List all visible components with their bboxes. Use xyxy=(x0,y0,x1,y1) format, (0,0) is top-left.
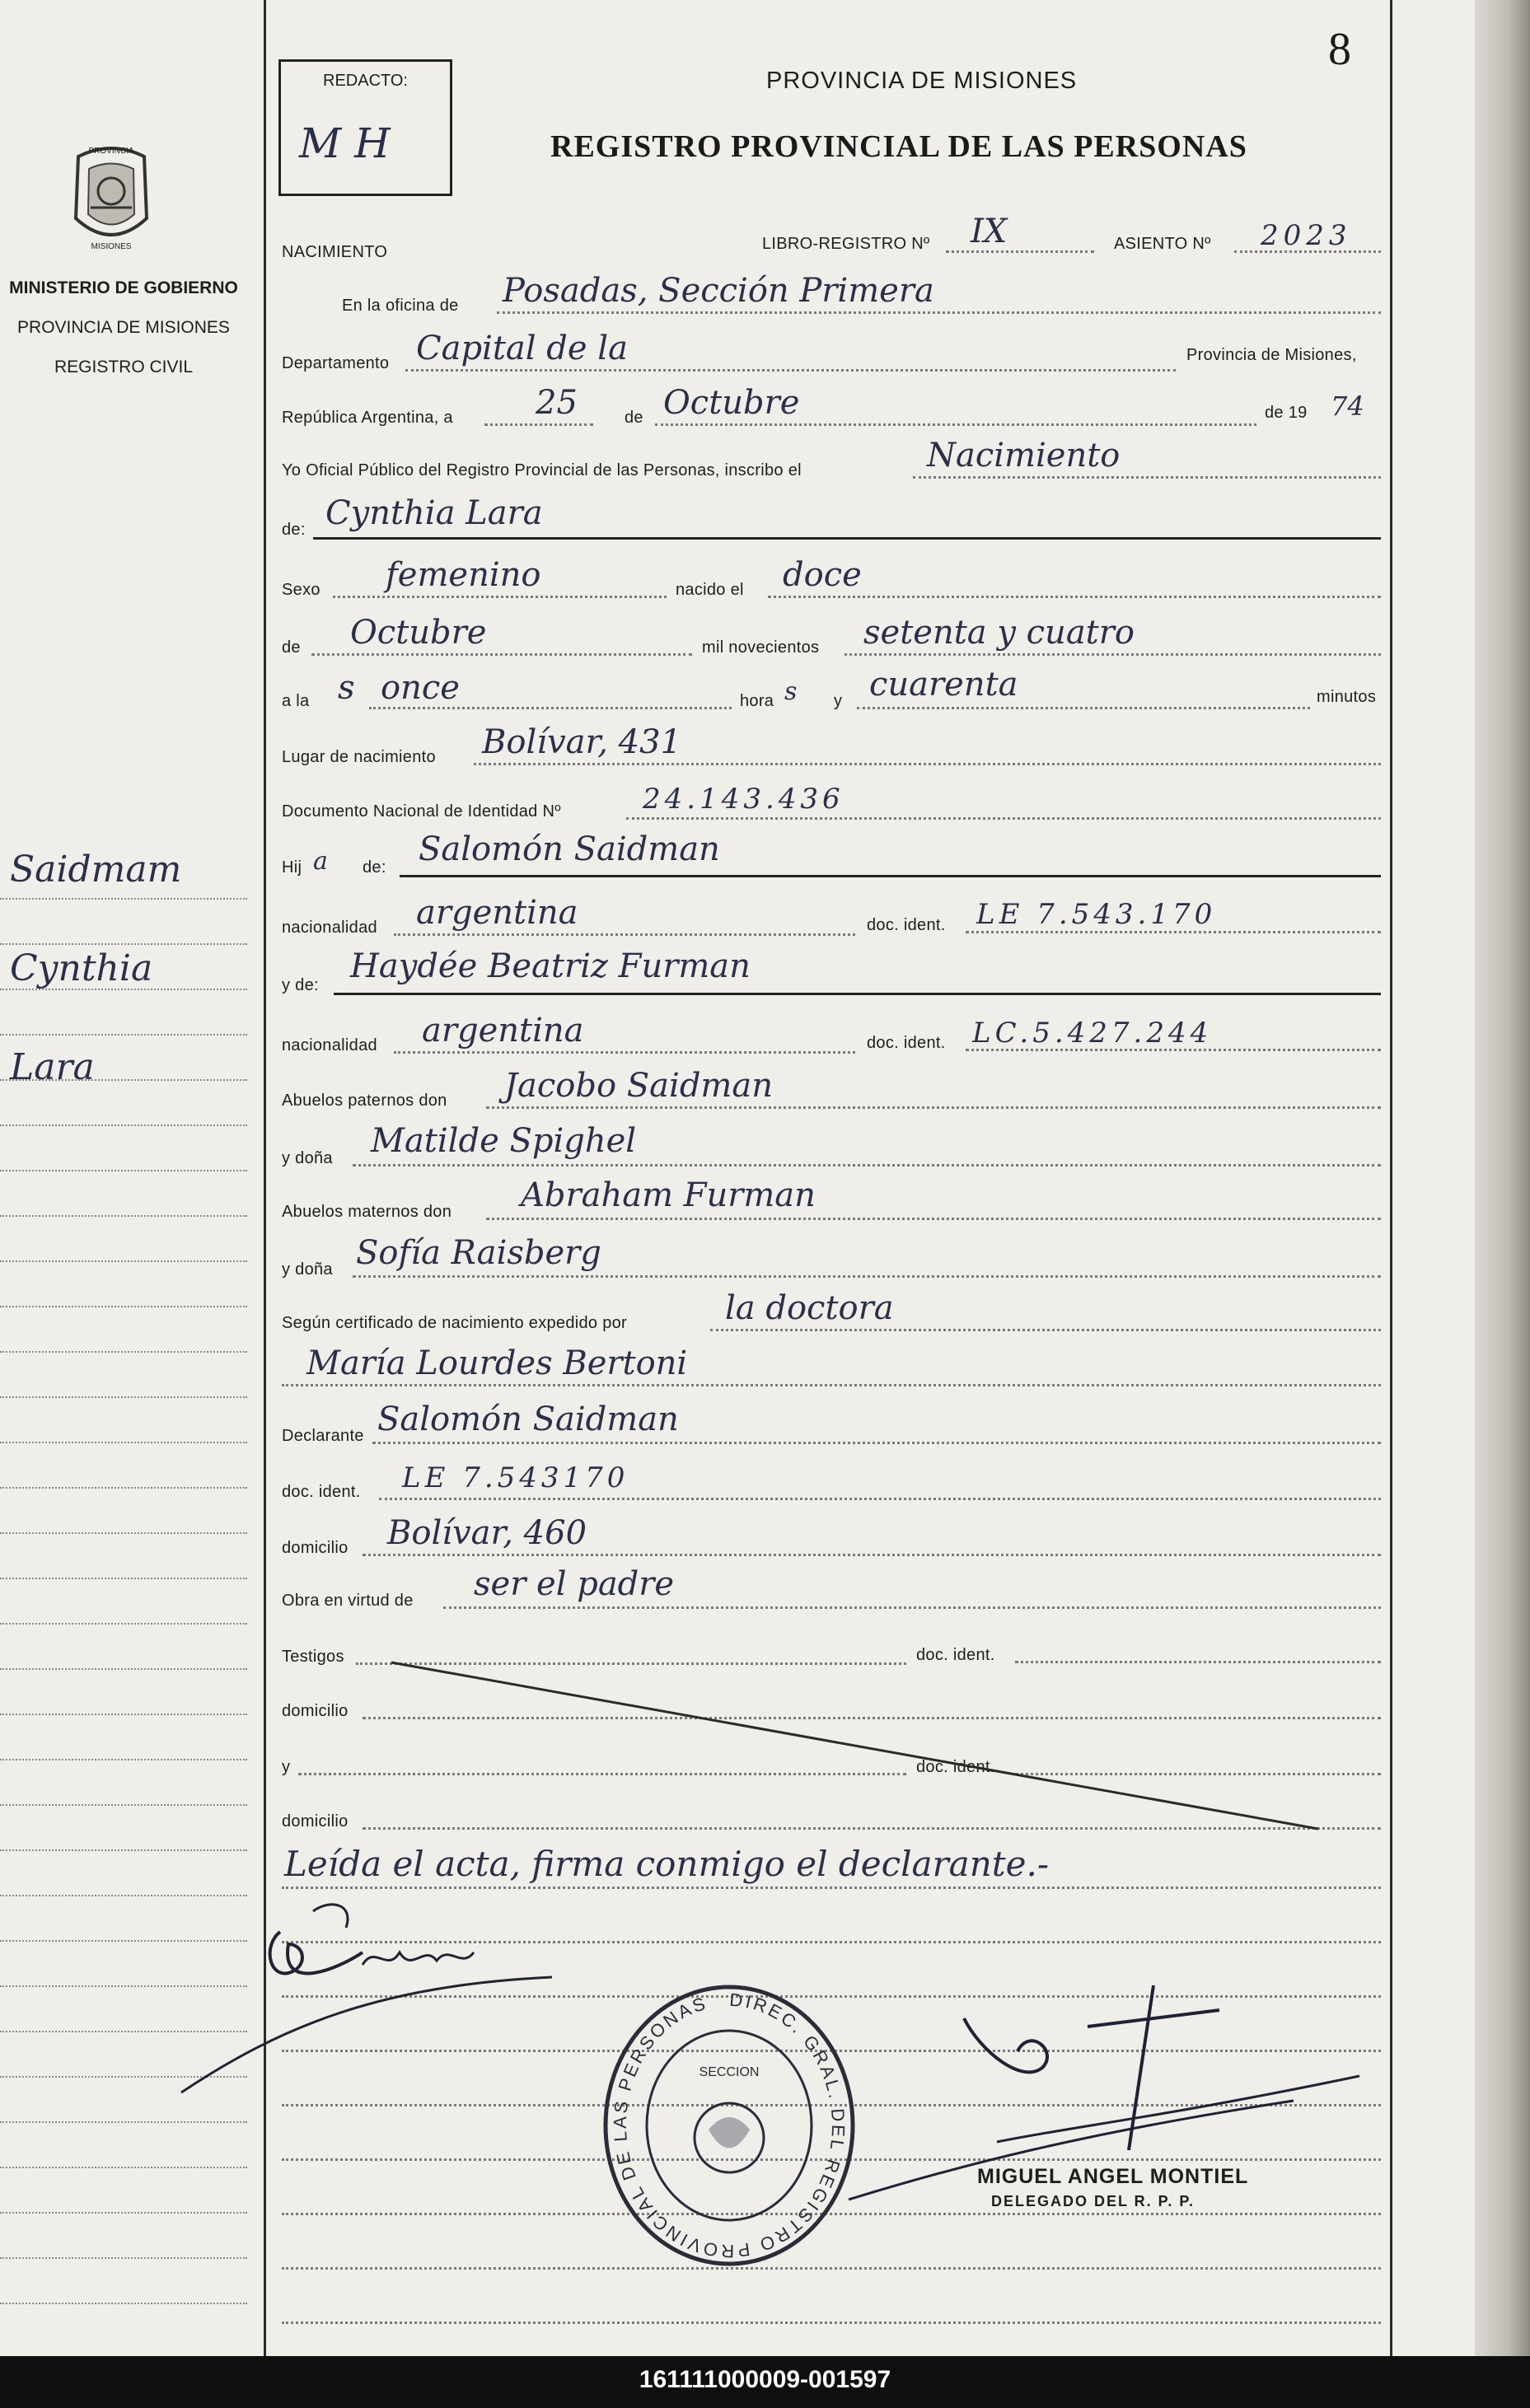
mil-line xyxy=(845,653,1381,656)
svg-text:DIREC. GRAL. DEL REGISTRO PROV: DIREC. GRAL. DEL REGISTRO PROVINCIAL DE LAS PERSONAS xyxy=(609,1989,849,2262)
redacto-box xyxy=(278,59,452,196)
ala-label: a la xyxy=(282,692,310,710)
nac1-line xyxy=(394,933,855,936)
mes-line xyxy=(655,423,1256,426)
y-label: y xyxy=(834,692,843,710)
margin-rule xyxy=(0,1125,247,1126)
dia-line xyxy=(484,423,593,426)
abuelos-mat-label: Abuelos maternos don xyxy=(282,1203,452,1221)
y2-label: y xyxy=(282,1758,291,1776)
certificado-value: la doctora xyxy=(725,1289,894,1327)
nombre-value: Cynthia Lara xyxy=(325,494,543,532)
margin-rule xyxy=(0,2257,247,2259)
redacto-label: REDACTO: xyxy=(323,72,408,90)
nombre-rule xyxy=(313,537,1381,540)
oficina-label: En la oficina de xyxy=(342,297,459,315)
madre-rule xyxy=(334,993,1381,995)
leida-line xyxy=(282,1887,1381,1889)
nacido-line xyxy=(768,596,1381,598)
domicilio3-label: domicilio xyxy=(282,1812,349,1831)
abuela-mat-value: Sofía Raisberg xyxy=(356,1234,601,1272)
obra-line xyxy=(443,1606,1381,1609)
hij-de-label: de: xyxy=(363,858,386,877)
padre-value: Salomón Saidman xyxy=(419,830,720,868)
margin-rule xyxy=(0,1487,247,1489)
margin-rule xyxy=(0,1532,247,1534)
margin-rule xyxy=(0,943,247,945)
registry-title: REGISTRO PROVINCIAL DE LAS PERSONAS xyxy=(550,129,1247,164)
nac2-line xyxy=(394,1051,855,1054)
dona1-label: y doña xyxy=(282,1149,333,1167)
margin-rule xyxy=(0,898,247,900)
declarante-label: Declarante xyxy=(282,1427,364,1445)
inscribo-value: Nacimiento xyxy=(927,437,1121,475)
inscribo-line xyxy=(913,476,1381,479)
docid2-label: doc. ident. xyxy=(867,1034,946,1052)
departamento-label: Departamento xyxy=(282,354,390,372)
abuelo-pat-line xyxy=(486,1106,1381,1109)
minutos-label: minutos xyxy=(1317,688,1377,706)
margin-surname: Saidmam xyxy=(10,849,182,891)
oficina-line xyxy=(497,311,1381,314)
de-label: de xyxy=(625,409,643,427)
nac2-label: nacionalidad xyxy=(282,1036,377,1054)
declarant-signature xyxy=(165,1895,593,2109)
registry-label: REGISTRO CIVIL xyxy=(54,358,194,376)
libro-line xyxy=(946,250,1094,253)
domicilio1-value: Bolívar, 460 xyxy=(387,1514,587,1552)
horas-line xyxy=(369,707,732,709)
docid3-line xyxy=(379,1498,1381,1500)
margin-rule xyxy=(0,1804,247,1806)
obra-value: ser el padre xyxy=(474,1565,675,1603)
horas-suffix: s xyxy=(784,677,798,706)
sexo-value: femenino xyxy=(386,556,541,594)
libro-value: IX xyxy=(971,213,1008,250)
abuelo-mat-value: Abraham Furman xyxy=(521,1176,816,1214)
lugar-line xyxy=(474,763,1381,765)
margin-rule xyxy=(0,1623,247,1625)
redacto-initials: M H xyxy=(299,119,391,167)
provincia-suffix: Provincia de Misiones, xyxy=(1186,346,1357,364)
domicilio1-label: domicilio xyxy=(282,1539,349,1557)
margin-rule xyxy=(0,1578,247,1579)
abuela-pat-value: Matilde Spighel xyxy=(371,1122,637,1160)
oficial-text: Yo Oficial Público del Registro Provincial de las Personas, inscribo el xyxy=(282,461,802,479)
asiento-value: 2023 xyxy=(1261,219,1352,252)
sexo-line xyxy=(333,596,667,598)
doctora-value: María Lourdes Bertoni xyxy=(306,1344,688,1382)
margin-rule xyxy=(0,1714,247,1715)
margin-rule xyxy=(0,1034,247,1036)
libro-label: LIBRO-REGISTRO Nº xyxy=(762,235,930,253)
hij-suffix: a xyxy=(313,847,328,876)
anio-label: de 19 xyxy=(1265,404,1308,422)
mes-value: Octubre xyxy=(663,384,800,422)
reference-number: 161111000009-001597 xyxy=(639,2366,891,2393)
abuela-pat-line xyxy=(353,1164,1381,1167)
doctora-line xyxy=(282,1384,1381,1386)
declarante-value: Salomón Saidman xyxy=(377,1400,679,1438)
margin-rule xyxy=(0,1668,247,1670)
margin-rule xyxy=(0,1849,247,1851)
asiento-label: ASIENTO Nº xyxy=(1114,235,1211,253)
sexo-label: Sexo xyxy=(282,581,321,599)
svg-text:PROVINCIA: PROVINCIA xyxy=(88,147,134,156)
margin-first-name: Cynthia xyxy=(10,947,153,989)
dni-line xyxy=(626,817,1381,820)
docid3-label: doc. ident. xyxy=(282,1483,361,1501)
blank-rule xyxy=(282,2321,1381,2324)
mil-label: mil novecientos xyxy=(702,638,820,657)
margin-rule xyxy=(0,2121,247,2123)
anio-value: 74 xyxy=(1331,390,1364,422)
nac2-value: argentina xyxy=(422,1012,584,1050)
padre-rule xyxy=(400,875,1381,877)
margin-rule xyxy=(0,1079,247,1081)
margin-rule xyxy=(0,1396,247,1398)
province-label: PROVINCIA DE MISIONES xyxy=(17,318,230,337)
margin-middle-name: Lara xyxy=(10,1046,95,1088)
certificado-label: Según certificado de nacimiento expedido por xyxy=(282,1314,628,1332)
official-name: MIGUEL ANGEL MONTIEL xyxy=(977,2165,1249,2188)
mes2-value: Octubre xyxy=(350,614,487,652)
abuelo-pat-value: Jacobo Saidman xyxy=(504,1067,773,1105)
abuelos-pat-label: Abuelos paternos don xyxy=(282,1092,447,1110)
abuelo-mat-line xyxy=(486,1218,1381,1220)
leida-value: Leída el acta, firma conmigo el declarante.- xyxy=(284,1844,1050,1884)
docid1-label: doc. ident. xyxy=(867,916,946,934)
margin-rule xyxy=(0,2303,247,2304)
domicilio2-label: domicilio xyxy=(282,1702,349,1720)
official-title: DELEGADO DEL R. P. P. xyxy=(991,2193,1195,2209)
docid4-label: doc. ident. xyxy=(916,1646,995,1664)
horas-value: once xyxy=(381,669,460,707)
nacido-value: doce xyxy=(783,556,862,594)
docid3-value: LE 7.543170 xyxy=(402,1461,629,1494)
province-heading: PROVINCIA DE MISIONES xyxy=(766,68,1078,94)
lugar-value: Bolívar, 431 xyxy=(482,723,682,761)
hij-label: Hij xyxy=(282,858,302,877)
dona2-label: y doña xyxy=(282,1260,333,1279)
obra-label: Obra en virtud de xyxy=(282,1592,414,1610)
docid1-value: LE 7.543.170 xyxy=(976,898,1217,931)
madre-value: Haydée Beatriz Furman xyxy=(350,947,751,985)
page-edge xyxy=(1475,0,1530,2356)
margin-rule xyxy=(0,1351,247,1353)
dia-value: 25 xyxy=(536,384,578,422)
certificado-line xyxy=(710,1329,1381,1331)
provincial-seal-icon xyxy=(58,140,165,255)
svg-text:SECCION: SECCION xyxy=(699,2065,760,2079)
nacimiento-label: NACIMIENTO xyxy=(282,243,388,261)
docid2-value: LC.5.427.244 xyxy=(972,1017,1213,1050)
right-border-line xyxy=(1390,0,1392,2356)
nacido-label: nacido el xyxy=(676,581,744,599)
nac1-value: argentina xyxy=(416,894,578,932)
horas-label: hora xyxy=(740,692,774,710)
margin-rule xyxy=(0,1442,247,1443)
margin-rule xyxy=(0,2167,247,2168)
yde-label: y de: xyxy=(282,976,319,994)
page-number: 8 xyxy=(1328,24,1351,75)
dni-label: Documento Nacional de Identidad Nº xyxy=(282,802,561,821)
de2-label: de xyxy=(282,638,301,657)
de-colon-label: de: xyxy=(282,521,306,539)
republica-label: República Argentina, a xyxy=(282,409,453,427)
testigos-label: Testigos xyxy=(282,1648,344,1666)
lugar-label: Lugar de nacimiento xyxy=(282,748,436,766)
margin-rule xyxy=(0,989,247,990)
nac1-label: nacionalidad xyxy=(282,919,377,937)
minutos-line xyxy=(857,707,1310,709)
departamento-line xyxy=(405,369,1176,372)
margin-rule xyxy=(0,1759,247,1760)
official-stamp xyxy=(593,1973,865,2278)
dni-value: 24.143.436 xyxy=(643,783,845,816)
ministry-label: MINISTERIO DE GOBIERNO xyxy=(9,278,238,297)
docid5-label: doc. ident. xyxy=(916,1758,995,1776)
margin-rule xyxy=(0,1306,247,1307)
margin-rule xyxy=(0,2212,247,2214)
minutos-value: cuarenta xyxy=(869,666,1018,704)
cancel-line xyxy=(387,1656,1326,1837)
docid1-line xyxy=(966,931,1381,933)
oficina-value: Posadas, Sección Primera xyxy=(503,272,934,310)
margin-rule xyxy=(0,1170,247,1171)
margin-rule xyxy=(0,1260,247,1262)
mes2-line xyxy=(311,653,692,656)
svg-text:MISIONES: MISIONES xyxy=(91,242,132,251)
abuela-mat-line xyxy=(353,1275,1381,1278)
ala-value: s xyxy=(338,669,355,707)
mil-value: setenta y cuatro xyxy=(863,614,1135,652)
departamento-value: Capital de la xyxy=(416,330,628,367)
declarante-line xyxy=(372,1442,1381,1444)
domicilio1-line xyxy=(363,1554,1381,1556)
margin-rule xyxy=(0,1215,247,1217)
